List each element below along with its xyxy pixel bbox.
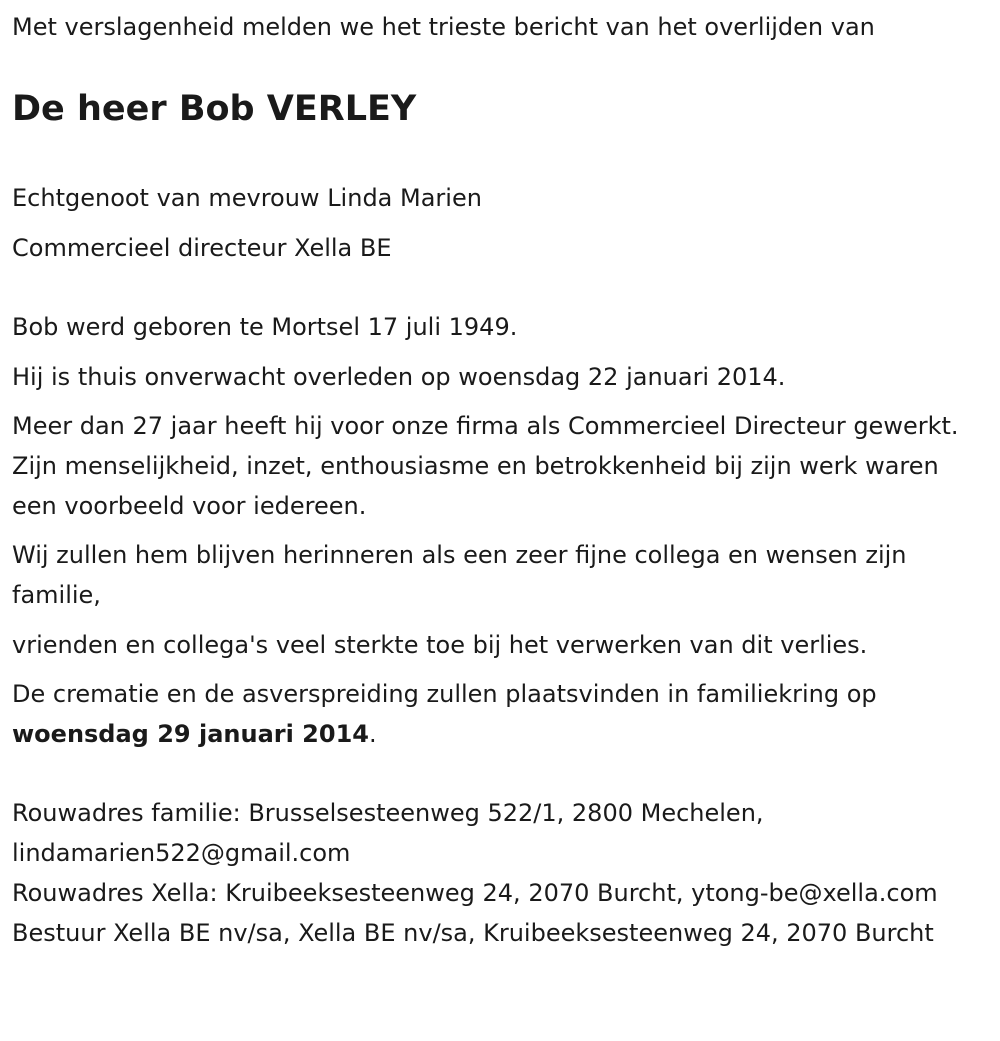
cremation-date: woensdag 29 januari 2014 bbox=[12, 720, 369, 748]
condolences-text: vrienden en collega's veel sterkte toe bij het verwerken van dit verlies. bbox=[12, 631, 868, 659]
died-text: Hij is thuis onverwacht overleden op woensdag 22 januari 2014. bbox=[12, 363, 786, 391]
cremation-text: De crematie en de asverspreiding zullen plaatsvinden in familiekring op bbox=[12, 680, 877, 708]
deceased-name: De heer Bob VERLEY bbox=[12, 89, 417, 129]
career-text: Meer dan 27 jaar heeft hij voor onze firma als Commercieel Directeur gewerkt. Zijn menselijkheid, inzet, enthousiasme en betrokkenheid bij zijn werk waren een voorbeeld voor iedereen. bbox=[12, 412, 959, 520]
born-text: Bob werd geboren te Mortsel 17 juli 1949. bbox=[12, 313, 518, 341]
address-board: Bestuur Xella BE nv/sa, Xella BE nv/sa, Kruibeeksesteenweg 24, 2070 Burcht bbox=[12, 919, 934, 947]
spouse-text: Echtgenoot van mevrouw Linda Marien bbox=[12, 184, 482, 212]
address-xella: Rouwadres Xella: Kruibeeksesteenweg 24, 2070 Burcht, ytong-be@xella.com bbox=[12, 879, 938, 907]
intro-text: Met verslagenheid melden we het trieste bericht van het overlijden van bbox=[12, 13, 875, 41]
cremation-paragraph bbox=[12, 674, 988, 754]
role-text: Commercieel directeur Xella BE bbox=[12, 234, 392, 262]
remember-text: Wij zullen hem blijven herinneren als een zeer fijne collega en wensen zijn familie, bbox=[12, 541, 907, 609]
cremation-end: . bbox=[368, 720, 377, 748]
address-family: Rouwadres familie: Brusselsesteenweg 522/1, 2800 Mechelen, lindamarien522@gmail.com bbox=[12, 799, 764, 867]
addresses-block bbox=[12, 793, 988, 953]
